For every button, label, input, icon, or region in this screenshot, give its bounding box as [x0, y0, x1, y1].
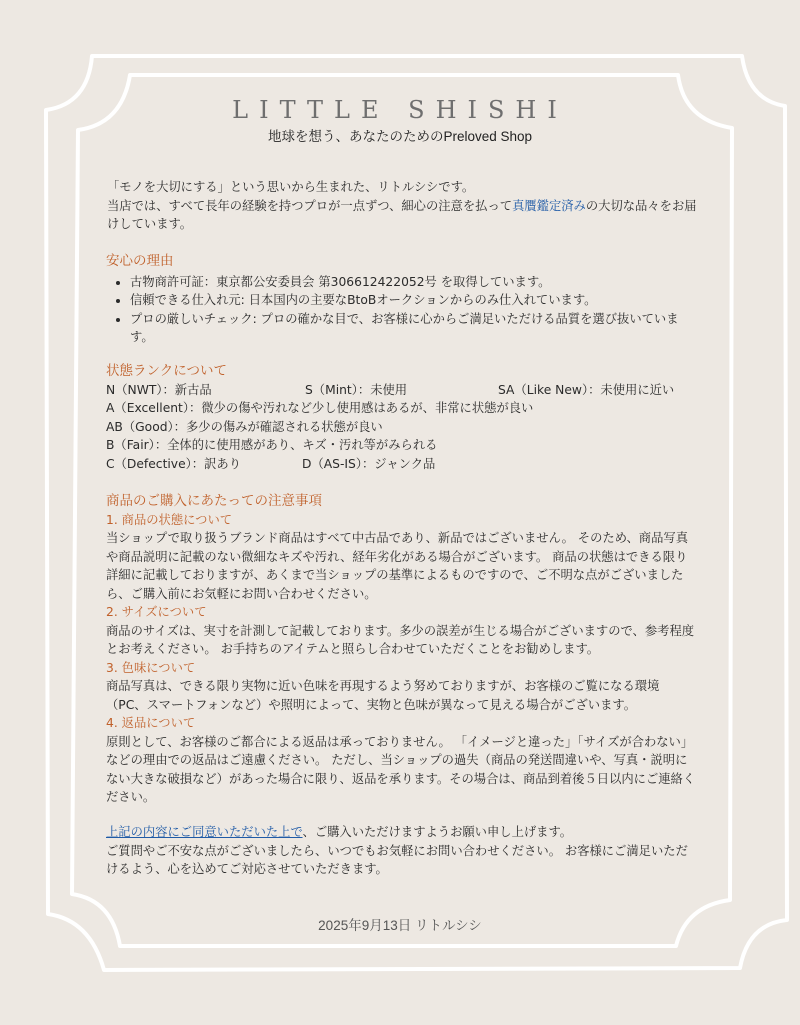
closing-line-1-text: 、ご購入いただけますようお願い申し上げます。: [302, 825, 573, 839]
reason-item-license: • 古物商許可証：東京都公安委員会 第306612422052号 を取得しています。: [130, 273, 696, 292]
condition-ranks-section: [106, 362, 706, 473]
note-heading-returns: 4. 返品について: [106, 716, 196, 730]
ranks-title: 状態ランクについて: [106, 363, 227, 379]
reasons-section: [106, 252, 696, 347]
intro-text-after: の大切な品々をお届けしています。: [107, 198, 697, 231]
rank-s: S（Mint）：未使用: [305, 382, 408, 397]
rank-sa: SA（Like New）：未使用に近い: [498, 382, 675, 397]
agreement-link[interactable]: 上記の内容にご同意いただいた上で: [106, 825, 303, 839]
closing-line-2: ご質問やご不安な点がございましたら、いつでもお気軽にお問い合わせください。 お客様にご満足いただけるよう、心を込めてご対応させていただきます。: [106, 843, 688, 876]
note-heading-size: 2. サイズについて: [106, 605, 207, 619]
reasons-list: [106, 273, 696, 347]
footer-signature: 2025年9月13日 リトルシシ: [318, 918, 482, 933]
note-body-condition: 当ショップで取り扱うブランド商品はすべて中古品であり、新品ではございません。 そのため、商品写真や商品説明に記載のない微細なキズや汚れ、経年劣化がある場合がございます。 商品の状態はできる限り詳細に記載しておりますが、あくまで当ショップの基準によるものですので、ご不明な点がございましたら、ご購入前にお気軽にお問い合わせください。: [106, 531, 688, 601]
closing-section: [106, 823, 696, 879]
intro-line-1: 「モノを大切にする」という思いから生まれた、リトルシシです。: [107, 180, 475, 194]
rank-c: C（Defective）：訳あり: [106, 456, 241, 471]
purchase-notes-section: [106, 492, 696, 807]
rank-a: A（Excellent）：微少の傷や汚れなど少し使用感はあるが、非常に状態が良い: [106, 401, 534, 415]
rank-row-1: [106, 381, 706, 400]
note-body-size: 商品のサイズは、実寸を計測して記載しております。多少の誤差が生じる場合がございますので、参考程度とお考えください。 お手持ちのアイテムと照らし合わせていただくことをお勧めします。: [106, 623, 695, 656]
intro-section: [107, 178, 697, 234]
closing-line-1: [106, 823, 696, 842]
rank-b: B（Fair）：全体的に使用感があり、キズ・汚れ等がみられる: [106, 438, 438, 452]
brand-title: LITTLE SHISHI: [232, 96, 568, 124]
intro-text: 当店では、すべて長年の経験を持つプロが一点ずつ、細心の注意を払って: [107, 198, 513, 213]
rank-row-last: [106, 455, 706, 474]
reasons-title: 安心の理由: [106, 253, 174, 269]
reason-item-check: • プロの厳しいチェック: プロの確かな目で、お客様に心からご満足いただける品質を選び抜いています。: [130, 310, 696, 347]
note-heading-color: 3. 色味について: [106, 660, 196, 675]
rank-n: N（NWT）：新古品: [106, 382, 212, 397]
intro-line-2: [107, 197, 697, 234]
notes-title: 商品のご購入にあたっての注意事項: [106, 493, 322, 509]
note-body-returns: 原則として、お客様のご都合による返品は承っておりません。 「イメージと違った」「サイズが合わない」などの理由での返品はご遠慮ください。 ただし、当ショップの過失（商品の発送間違いや、写真・説明にない大きな破損など）があった場合に限り、返品を承ります。その場合は、商品到着後５日以内にご連絡ください。: [106, 734, 696, 804]
note-heading-condition: 1. 商品の状態について: [106, 512, 233, 527]
reason-item-source: • 信頼できる仕入れ元: 日本国内の主要なBtoBオークションからのみ仕入れています。: [130, 291, 696, 310]
brand-tagline: 地球を想う、あなたのためのPreloved Shop: [267, 129, 533, 144]
note-body-color: 商品写真は、できる限り実物に近い色味を再現するよう努めておりますが、お客様のご覧になる環境（PC、スマートフォンなど）や照明によって、実物と色味が異なって見える場合がございます。: [106, 679, 660, 712]
authenticated-highlight: 真贋鑑定済み: [512, 198, 586, 213]
rank-ab: AB（Good）：多少の傷みが確認される状態が良い: [106, 419, 383, 434]
rank-d: D（AS-IS）：ジャンク品: [302, 456, 436, 471]
